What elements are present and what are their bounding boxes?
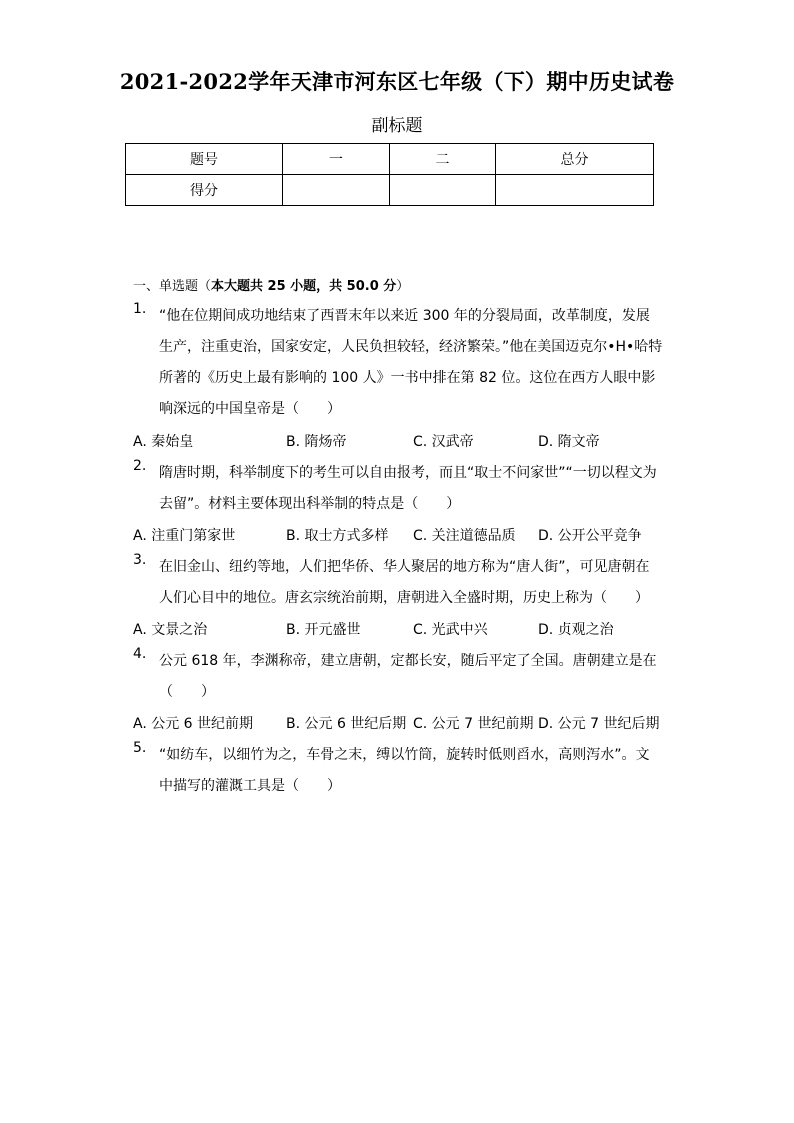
question-number: 4. [133, 646, 147, 662]
question-1-options [133, 427, 663, 458]
section-heading [133, 275, 409, 294]
score-table-header-cell: 一 [283, 144, 390, 175]
question-1 [133, 301, 663, 425]
option-c[interactable]: C. 光武中兴 [413, 622, 488, 638]
section-heading-detail: 本大题共 25 小题，共 50.0 分 [211, 279, 397, 294]
score-table-header-cell: 二 [390, 144, 496, 175]
option-b[interactable]: B. 开元盛世 [286, 622, 361, 638]
option-c[interactable]: C. 关注道德品质 [413, 528, 516, 544]
option-d[interactable]: D. 贞观之治 [538, 622, 614, 638]
question-text: “他在位期间成功地结束了西晋末年以来近 300 年的分裂局面，改革制度，发展生产，注重吏治，国家安定，人民负担较轻，经济繁荣。”他在美国迈克尔•H•哈特所著的《历史上最有影响的 100 人》一书中排在第 82 位。这位在西方人眼中影响深远的中国皇帝是（ ） [159, 308, 663, 417]
score-table-row [126, 175, 654, 206]
section-heading-prefix: 一、单选题（ [133, 279, 212, 294]
question-2 [133, 458, 663, 520]
page-subtitle: 副标题 [371, 116, 423, 136]
option-c[interactable]: C. 公元 7 世纪前期 [413, 716, 534, 732]
score-table-cell [390, 175, 496, 206]
question-text: 公元 618 年，李渊称帝，建立唐朝，定都长安，随后平定了全国。唐朝建立是在（ ） [159, 653, 657, 700]
score-table [125, 143, 654, 206]
question-2-options [133, 521, 663, 552]
question-number: 5. [133, 740, 147, 756]
score-table-cell [283, 175, 390, 206]
question-text: 在旧金山、纽约等地，人们把华侨、华人聚居的地方称为“唐人街”，可见唐朝在人们心目中的地位。唐玄宗统治前期，唐朝进入全盛时期，历史上称为（ ） [159, 559, 650, 606]
option-b[interactable]: B. 隋炀帝 [286, 434, 347, 450]
option-d[interactable]: D. 公元 7 世纪后期 [538, 716, 660, 732]
question-number: 1. [133, 301, 147, 317]
option-b[interactable]: B. 取士方式多样 [286, 528, 389, 544]
question-number: 3. [133, 552, 147, 568]
question-4-options [133, 709, 663, 740]
page-title: 2021-2022学年天津市河东区七年级（下）期中历史试卷 [119, 69, 675, 94]
question-3 [133, 552, 663, 614]
option-a[interactable]: A. 文景之治 [133, 622, 208, 638]
option-a[interactable]: A. 秦始皇 [133, 434, 194, 450]
option-b[interactable]: B. 公元 6 世纪后期 [286, 716, 407, 732]
option-a[interactable]: A. 公元 6 世纪前期 [133, 716, 254, 732]
option-d[interactable]: D. 隋文帝 [538, 434, 600, 450]
score-table-header-cell: 总分 [496, 144, 654, 175]
option-a[interactable]: A. 注重门第家世 [133, 528, 236, 544]
score-table-header-cell: 题号 [126, 144, 283, 175]
question-text: “如纺车，以细竹为之，车骨之末，缚以竹筒，旋转时低则舀水，高则泻水”。文中描写的灌溉工具是（ ） [159, 747, 650, 794]
question-4 [133, 646, 663, 708]
score-table-cell: 得分 [126, 175, 283, 206]
question-number: 2. [133, 458, 147, 474]
option-c[interactable]: C. 汉武帝 [413, 434, 474, 450]
score-table-header-row [126, 144, 654, 175]
option-d[interactable]: D. 公开公平竞争 [538, 528, 642, 544]
question-text: 隋唐时期，科举制度下的考生可以自由报考，而且“取士不问家世”“一切以程文为去留”。材料主要体现出科举制的特点是（ ） [159, 465, 657, 512]
score-table-cell [496, 175, 654, 206]
question-3-options [133, 615, 663, 646]
question-5 [133, 740, 663, 802]
section-heading-suffix: ） [396, 279, 410, 294]
